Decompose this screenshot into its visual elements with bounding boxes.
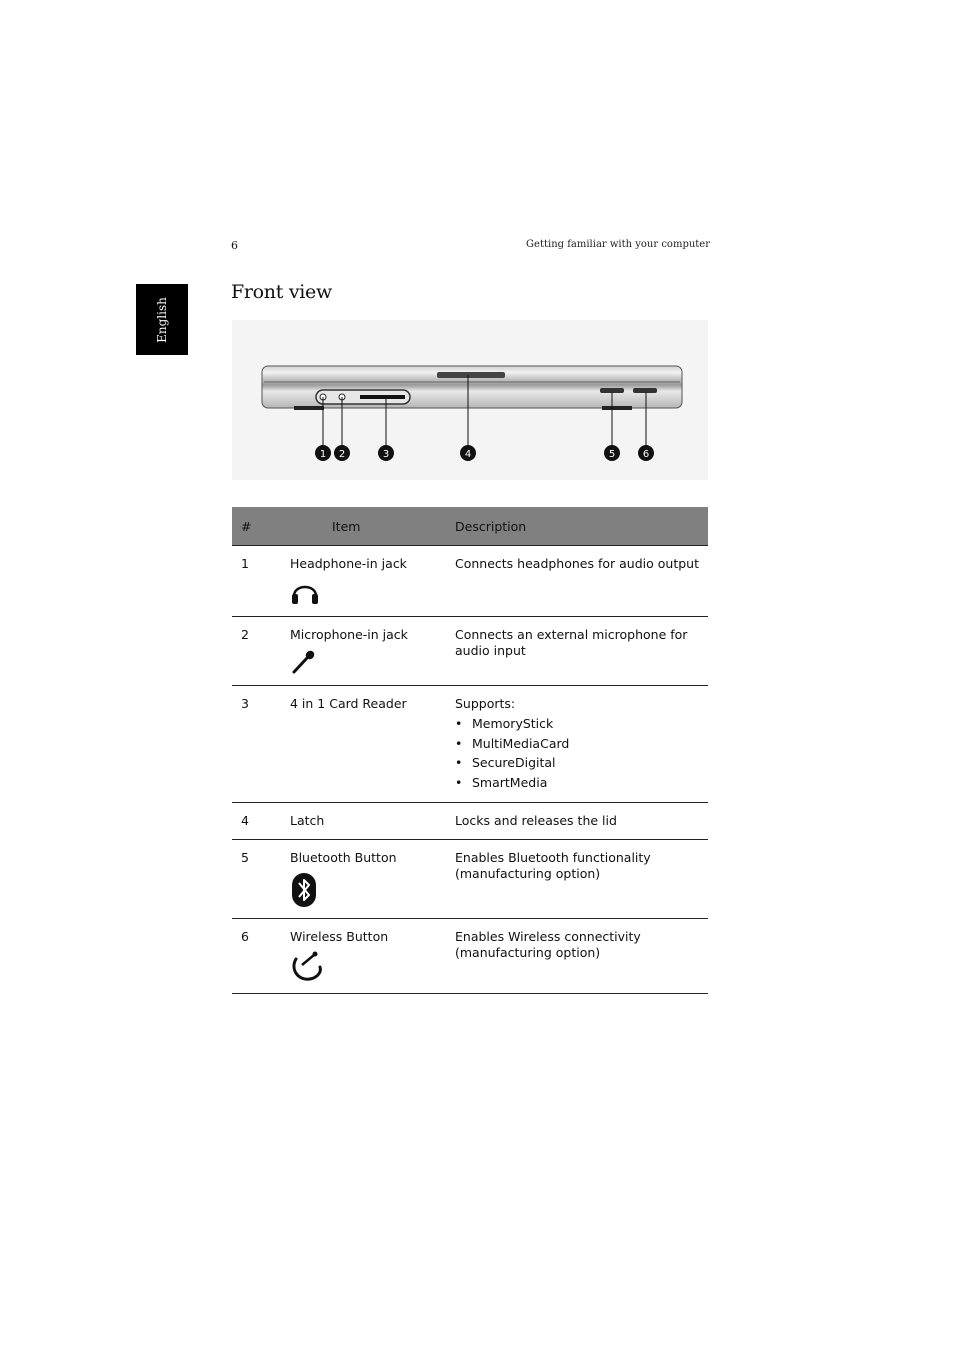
row-item xyxy=(280,617,446,686)
list-item xyxy=(455,753,702,773)
bullet-glyph: • xyxy=(455,774,463,790)
column-header-description: Description xyxy=(446,507,708,546)
microphone-icon xyxy=(290,649,320,675)
row-number: 5 xyxy=(232,840,280,919)
row-number: 6 xyxy=(232,919,280,994)
page-number: 6 xyxy=(231,239,238,252)
row-number: 2 xyxy=(232,617,280,686)
row-item xyxy=(280,840,446,919)
supported-cards-list xyxy=(455,714,702,792)
row-item xyxy=(280,919,446,994)
callout-6 xyxy=(638,445,654,461)
row-description: Locks and releases the lid xyxy=(446,803,708,840)
row-description-text: Supports: xyxy=(455,696,516,711)
callout-5 xyxy=(604,445,620,461)
running-header: Getting familiar with your computer xyxy=(526,239,710,250)
bullet-glyph: • xyxy=(455,735,463,751)
callout-3 xyxy=(378,445,394,461)
callout-4 xyxy=(460,445,476,461)
row-description: Connects an external microphone for audio input xyxy=(446,617,708,686)
svg-text:2: 2 xyxy=(338,449,346,460)
laptop-front-view-figure xyxy=(232,320,708,480)
svg-text:6: 6 xyxy=(642,449,650,460)
row-item-label: Bluetooth Button xyxy=(290,850,397,865)
row-item-label: Headphone-in jack xyxy=(290,556,407,571)
row-item: 4 in 1 Card Reader xyxy=(280,686,446,803)
table-row xyxy=(232,803,708,840)
section-title: Front view xyxy=(231,281,332,303)
svg-text:1: 1 xyxy=(319,449,327,460)
table-row xyxy=(232,840,708,919)
row-item: Latch xyxy=(280,803,446,840)
bullet-glyph: • xyxy=(455,716,463,731)
table-row xyxy=(232,617,708,686)
language-tab-label: English xyxy=(155,296,169,343)
row-description: Enables Bluetooth functionality (manufacturing option) xyxy=(446,840,708,919)
column-header-number: # xyxy=(232,507,280,546)
list-item-text: SmartMedia xyxy=(472,774,548,790)
list-item-text: MemoryStick xyxy=(472,716,554,731)
table-row xyxy=(232,919,708,994)
row-item xyxy=(280,546,446,617)
svg-text:3: 3 xyxy=(382,449,390,460)
laptop-front-illustration xyxy=(232,320,708,480)
table-row xyxy=(232,686,708,803)
bullet-glyph: • xyxy=(455,755,463,770)
row-number: 4 xyxy=(232,803,280,840)
list-item-text: SecureDigital xyxy=(472,755,556,770)
table-header-row xyxy=(232,507,708,546)
svg-text:5: 5 xyxy=(608,449,616,460)
row-description xyxy=(446,686,708,803)
row-item-label: Microphone-in jack xyxy=(290,627,408,642)
list-item xyxy=(455,714,702,734)
front-view-table xyxy=(232,507,708,994)
row-number: 1 xyxy=(232,546,280,617)
row-number: 3 xyxy=(232,686,280,803)
bluetooth-icon xyxy=(290,872,320,908)
headphone-icon xyxy=(290,578,320,606)
list-item xyxy=(455,773,702,793)
list-item xyxy=(455,734,702,754)
row-item-label: Wireless Button xyxy=(290,929,389,944)
table-row xyxy=(232,546,708,617)
callout-2 xyxy=(334,445,350,461)
row-description: Connects headphones for audio output xyxy=(446,546,708,617)
column-header-item: Item xyxy=(280,507,446,546)
language-tab xyxy=(136,284,188,355)
row-description: Enables Wireless connectivity (manufacturing option) xyxy=(446,919,708,994)
wireless-icon xyxy=(290,951,324,983)
callout-1 xyxy=(315,445,331,461)
list-item-text: MultiMediaCard xyxy=(472,735,570,751)
svg-text:4: 4 xyxy=(464,449,472,460)
